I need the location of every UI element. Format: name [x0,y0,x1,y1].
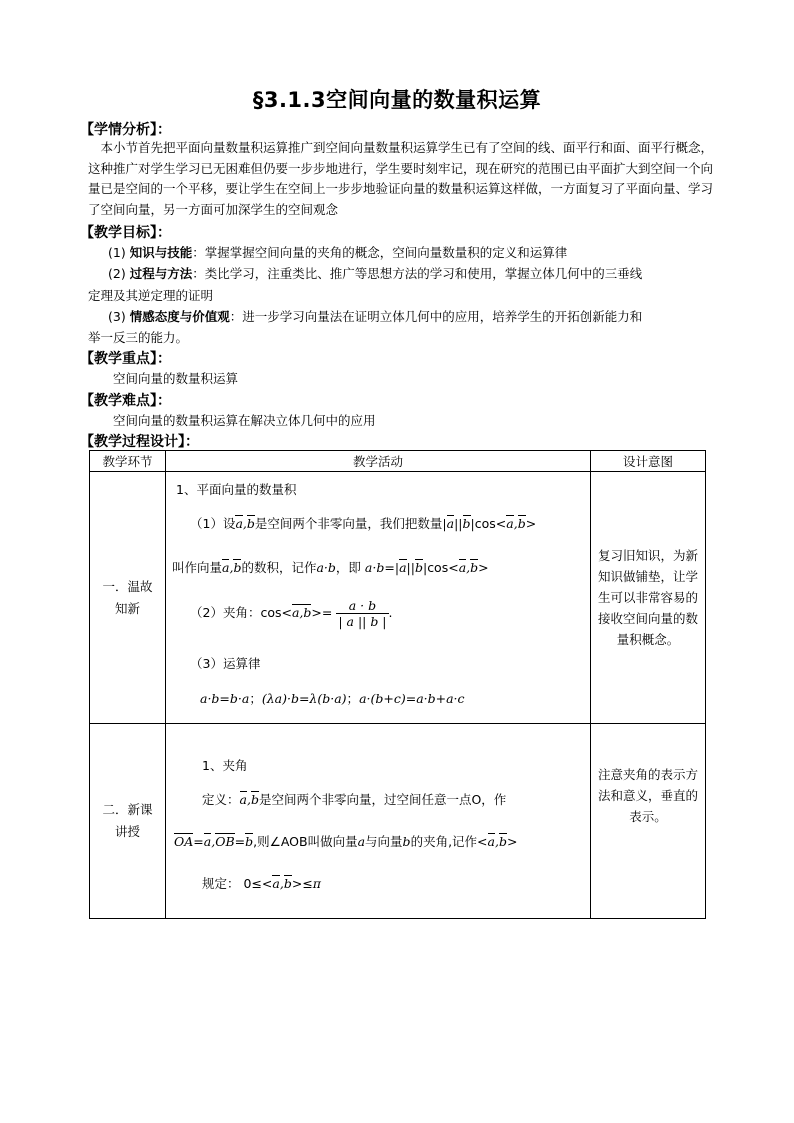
table-row [90,724,706,919]
objective-2: (2) 过程与方法：类比学习，注重类比、推广等思想方法的学习和使用，掌握立体几何中的三垂线 [108,266,643,281]
lesson-process-table [89,450,706,919]
stage-cell: 一．温故 知新 [90,472,166,724]
student-analysis-text: 本小节首先把平面向量数量积运算推广到空间向量数量积运算学生已有了空间的线、面平行和面、面平行概念，这种推广对学生学习已无困难但仍要一步步地进行，学生要时刻牢记，现在研究的范围已由平面扩大到空间一个向量已是空间的一个平移，要让学生在空间上一步步地验证向量的数量积运算这样做，一方面复习了平面向量、学习了空间向量，另一方面可加深学生的空间观念 [88,140,714,217]
activity-line: 1、平面向量的数量积 [176,482,297,497]
activity-cell [166,724,591,919]
page-title: §3.1.3空间向量的数量积运算 [252,88,542,112]
difficulty-heading: 【教学难点】： [80,393,171,409]
intent-cell: 复习旧知识，为新知识做铺垫，让学生可以非常容易的接收空间向量的数量积概念。 [591,472,706,724]
objective-3-cont: 举一反三的能力。 [88,330,189,345]
key-point-text: 空间向量的数量积运算 [113,371,239,386]
intent-cell: 注意夹角的表示方法和意义，垂直的表示。 [591,724,706,919]
activity-cell [166,472,591,724]
process-heading: 【教学过程设计】： [80,434,199,450]
activity-line: （3）运算律 [190,656,261,671]
objective-3: (3) 情感态度与价值观：进一步学习向量法在证明立体几何中的应用，培养学生的开拓创新能力和 [108,309,643,324]
activity-line: OA=a,OB=b,则∠AOB叫做向量a与向量b的夹角,记作<a,b> [174,834,518,849]
activity-line: 叫作向量a,b的数积，记作a·b，即 a·b=|a||b|cos<a,b> [172,560,489,575]
objective-2-cont: 定理及其逆定理的证明 [88,288,214,303]
activity-line: （2）夹角：cos<a,b>= $\frac{a \cdot b}{| a || b |}$ . [190,598,393,629]
column-header-activity: 教学活动 [166,451,591,472]
activity-line: a·b=b·a；(λa)·b=λ(b·a)；a·(b+c)=a·b+a·c [200,691,465,706]
table-row [90,472,706,724]
difficulty-text: 空间向量的数量积运算在解决立体几何中的应用 [113,413,376,428]
table-header-row [90,451,706,472]
column-header-intent: 设计意图 [591,451,706,472]
activity-line: 1、夹角 [202,758,248,773]
student-analysis-heading: 【学情分析】： [80,122,171,138]
column-header-stage: 教学环节 [90,451,166,472]
activity-line: 定义：a,b是空间两个非零向量，过空间任意一点O，作 [202,792,507,807]
activity-line: 规定： 0≤<a,b>≤π [202,876,322,891]
key-point-heading: 【教学重点】： [80,351,171,367]
objectives-heading: 【教学目标】： [80,225,171,241]
objective-1: (1) 知识与技能：掌握掌握空间向量的夹角的概念，空间向量数量积的定义和运算律 [108,245,568,260]
activity-line: （1）设a,b是空间两个非零向量，我们把数量|a||b|cos<a,b> [190,516,537,531]
stage-cell: 二．新课 讲授 [90,724,166,919]
